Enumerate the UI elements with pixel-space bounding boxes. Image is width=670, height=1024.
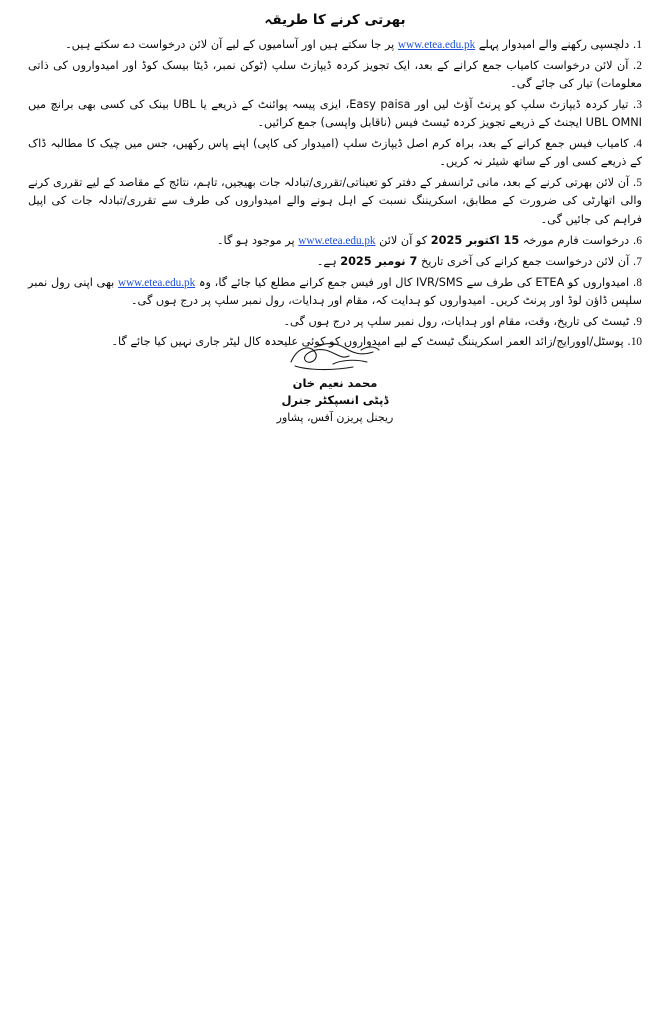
item-text: . دلچسپی رکھنے والے امیدوار پہلے www.etea.edu.pk پر جا سکتے ہیں اور آسامیوں کے لیے آن لائن درخواست دے سکتے ہیں۔ (65, 38, 637, 51)
item-text: . آن لائن بھرتی کرنے کے بعد، مانی ٹرانسفر کے دفتر کو تعیناتی/تقرری/تبادلہ جات بھیجیں، تاہم، نتائج کے مقاصد کے لیے تقرری کرنے والی اتھارٹی کی ضرورت کے مطابق، اسکریننگ نسبت کے اہل ہونے والے امیدواروں کی طرف سے تقرری/تبادلہ جات کی اپیل فراہم کی جائیں گی۔ (28, 176, 642, 226)
item-text: . آن لائن درخواست جمع کرانے کی آخری تاریخ 7 نومبر 2025 ہے۔ (316, 254, 637, 268)
item-text: . پوسٹل/اوورایج/زائد العمر اسکریننگ ٹیسٹ کے لیے امیدواروں کو کوئی علیحدہ کال لیٹر جاری نہیں کیا جائے گا۔ (111, 335, 631, 349)
item-text: . امیدواروں کو ETEA کی طرف سے IVR/SMS کال اور فیس جمع کرانے مطلع کیا جائے گا، وہ www.etea.edu.pk بھی اپنی رول نمبر سلپس ڈاؤن لوڈ اور پرنٹ کریں۔ امیدواروں کو ہدایت کہ، مقام اور ہدایات، رول نمبر سلپ پر درج ہوں گی۔ (28, 275, 642, 307)
list-item (28, 232, 642, 250)
list-item (28, 313, 642, 331)
signatory-office: ریجنل پریزن آفس، پشاور (276, 410, 394, 424)
website-link[interactable]: www.etea.edu.pk (298, 234, 376, 247)
item-number: 7 (636, 255, 642, 268)
list-item (28, 36, 642, 54)
list-item (28, 274, 642, 311)
item-text: . تیار کردہ ڈیپازٹ سلپ کو پرنٹ آؤٹ لیں اور Easy paisa، ایزی پیسہ پوائنٹ کے ذریعے یا UBL بینک کی کسی بھی برانچ میں UBL OMNI ایجنٹ کے ذریعے تجویز کردہ ٹیسٹ فیس (ناقابل واپسی) جمع کرائیں۔ (28, 97, 642, 130)
handwritten-signature-icon (275, 340, 395, 374)
website-link[interactable]: www.etea.edu.pk (118, 276, 196, 289)
item-number: 3 (636, 98, 642, 111)
list-item (28, 174, 642, 229)
item-text: . ٹیسٹ کی تاریخ، وقت، مقام اور ہدایات، رول نمبر سلپ پر درج ہوں گی۔ (283, 314, 637, 328)
item-number: 2 (636, 59, 642, 72)
item-number: 6 (636, 234, 642, 247)
list-item (28, 135, 642, 172)
highlight-date: 7 نومبر 2025 (340, 254, 418, 268)
list-item (28, 96, 642, 133)
instructions-list (28, 36, 642, 354)
item-number: 8 (636, 276, 642, 289)
list-item (28, 253, 642, 271)
website-link[interactable]: www.etea.edu.pk (397, 39, 476, 51)
signature-block (0, 340, 670, 426)
item-text: . آن لائن درخواست کامیاب جمع کرانے کے بعد، ایک تجویز کردہ ڈیپازٹ سلپ (ٹوکن نمبر، ڈیٹا بیسک کوڈ اور امیدواروں کی ذاتی معلومات) تیار کی جائے گی۔ (28, 58, 642, 91)
item-text: . درخواست فارم مورخہ 15 اکتوبر 2025 کو آن لائن www.etea.edu.pk پر موجود ہو گا۔ (216, 233, 637, 247)
item-text: . کامیاب فیس جمع کرانے کے بعد، براہ کرم اصل ڈیپازٹ سلپ (امیدوار کی کاپی) اپنے پاس رکھیں، جس میں چیک کا مطالبہ ڈاک کے ذریعے کسی اور کے ساتھ شیئر نہ کریں۔ (28, 136, 642, 169)
signatory-name: محمد نعیم خان (292, 376, 378, 390)
item-number: 4 (636, 137, 642, 150)
item-number: 9 (636, 315, 642, 328)
list-item (28, 57, 642, 94)
page-title: بھرتی کرنے کا طریقہ (264, 12, 406, 28)
highlight-date: 15 اکتوبر 2025 (430, 233, 520, 247)
signatory-designation: ڈپٹی انسپکٹر جنرل (281, 393, 389, 408)
item-number: 10 (630, 336, 642, 349)
item-number: 5 (636, 177, 642, 190)
item-number: 1 (636, 39, 642, 51)
